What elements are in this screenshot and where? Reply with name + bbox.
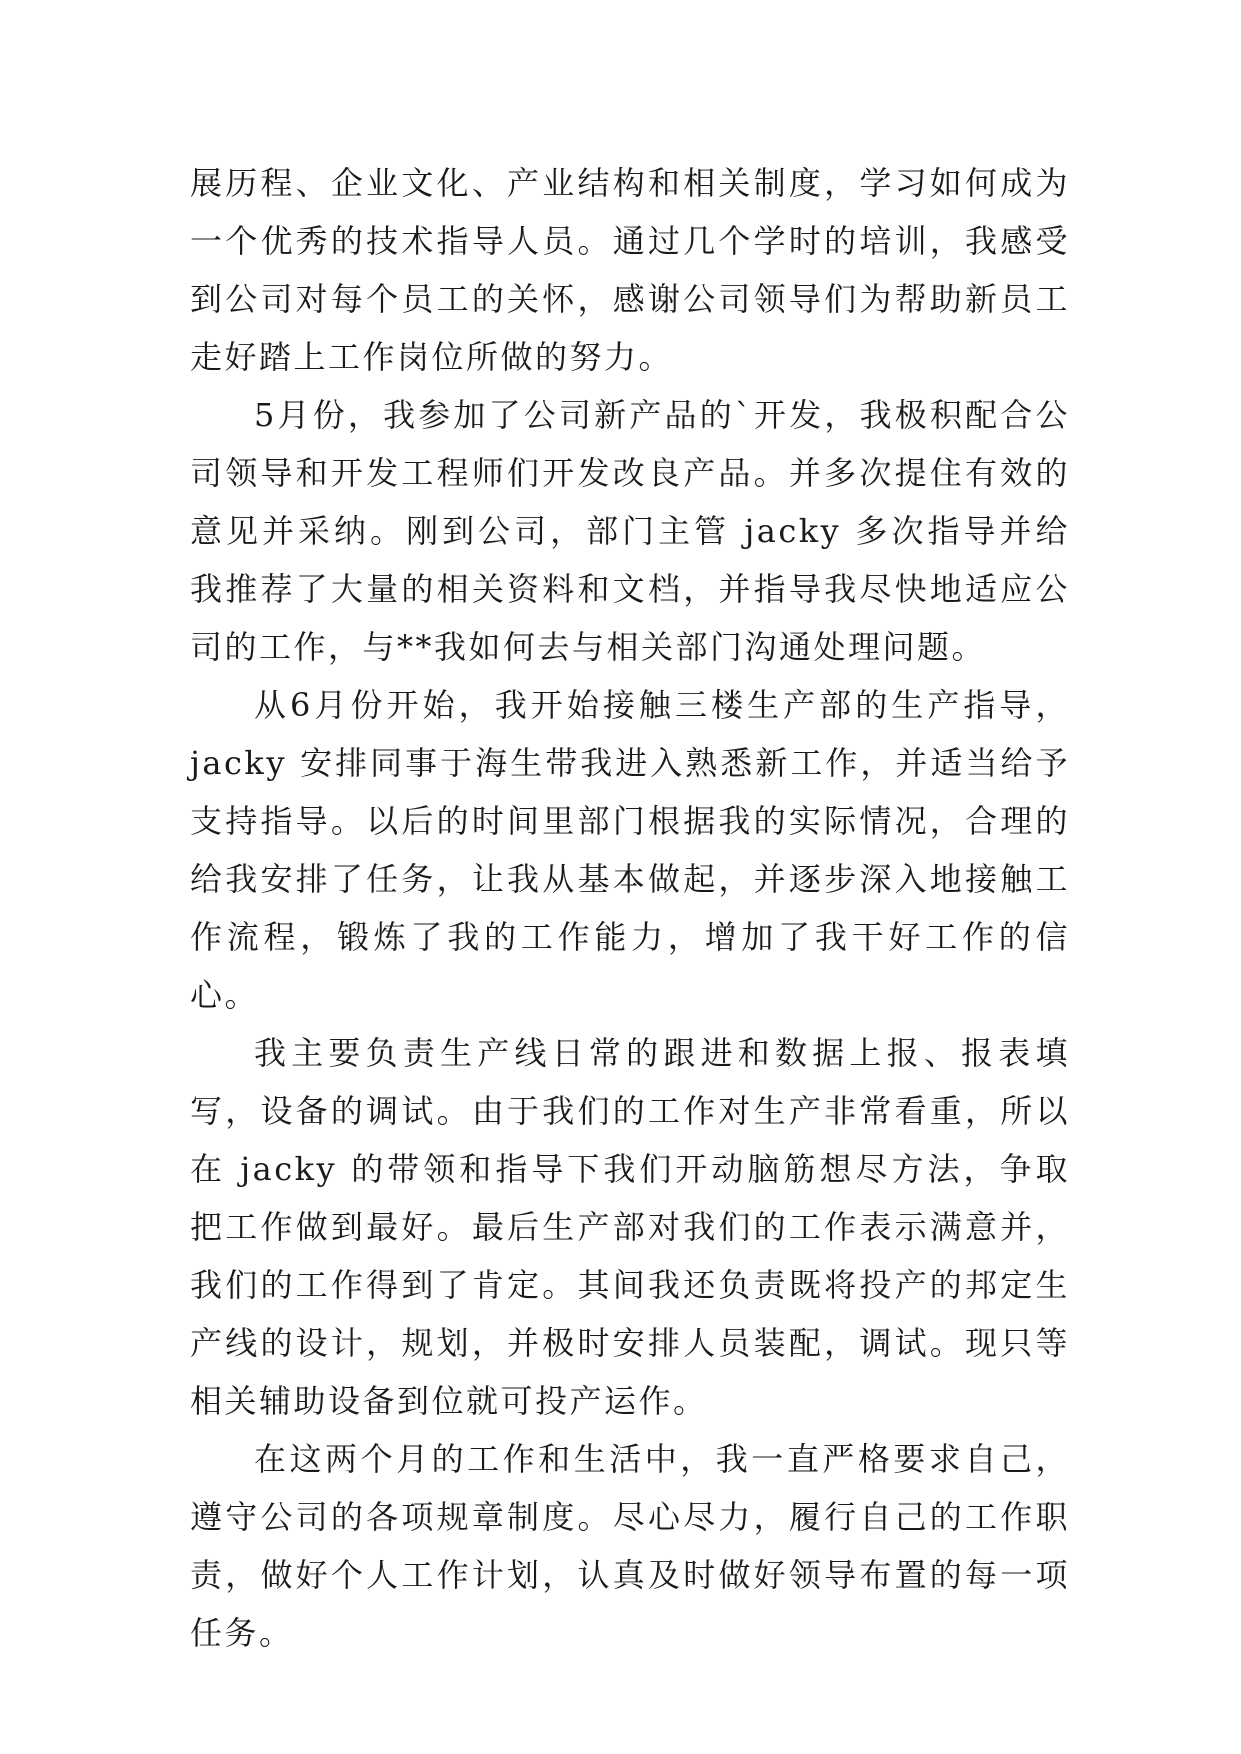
paragraph-1: 展历程、企业文化、产业结构和相关制度，学习如何成为一个优秀的技术指导人员。通过几个学时的培训，我感受到公司对每个员工的关怀，感谢公司领导们为帮助新员工走好踏上工作岗位所做的努力。 <box>190 164 1070 376</box>
paragraph-2: 5月份，我参加了公司新产品的`开发，我极积配合公司领导和开发工程师们开发改良产品。并多次提住有效的意见并采纳。刚到公司，部门主管 jacky 多次指导并给我推荐了大量的相关资料和文档，并指导我尽快地适应公司的工作，与**我如何去与相关部门沟通处理问题。 <box>190 396 1070 666</box>
paragraph-5: 在这两个月的工作和生活中，我一直严格要求自己，遵守公司的各项规章制度。尽心尽力，履行自己的工作职责，做好个人工作计划，认真及时做好领导布置的每一项任务。 <box>190 1440 1070 1652</box>
paragraph-4: 我主要负责生产线日常的跟进和数据上报、报表填写，设备的调试。由于我们的工作对生产非常看重，所以在 jacky 的带领和指导下我们开动脑筋想尽方法，争取把工作做到最好。最后生产部对我们的工作表示满意并，我们的工作得到了肯定。其间我还负责既将投产的邦定生产线的设计，规划，并极时安排人员装配，调试。现只等相关辅助设备到位就可投产运作。 <box>190 1034 1070 1420</box>
paragraph-3: 从6月份开始，我开始接触三楼生产部的生产指导，jacky 安排同事于海生带我进入熟悉新工作，并适当给予支持指导。以后的时间里部门根据我的实际情况，合理的给我安排了任务，让我从基本做起，并逐步深入地接触工作流程，锻炼了我的工作能力，增加了我干好工作的信心。 <box>190 686 1070 1014</box>
document-body <box>190 154 1070 1662</box>
